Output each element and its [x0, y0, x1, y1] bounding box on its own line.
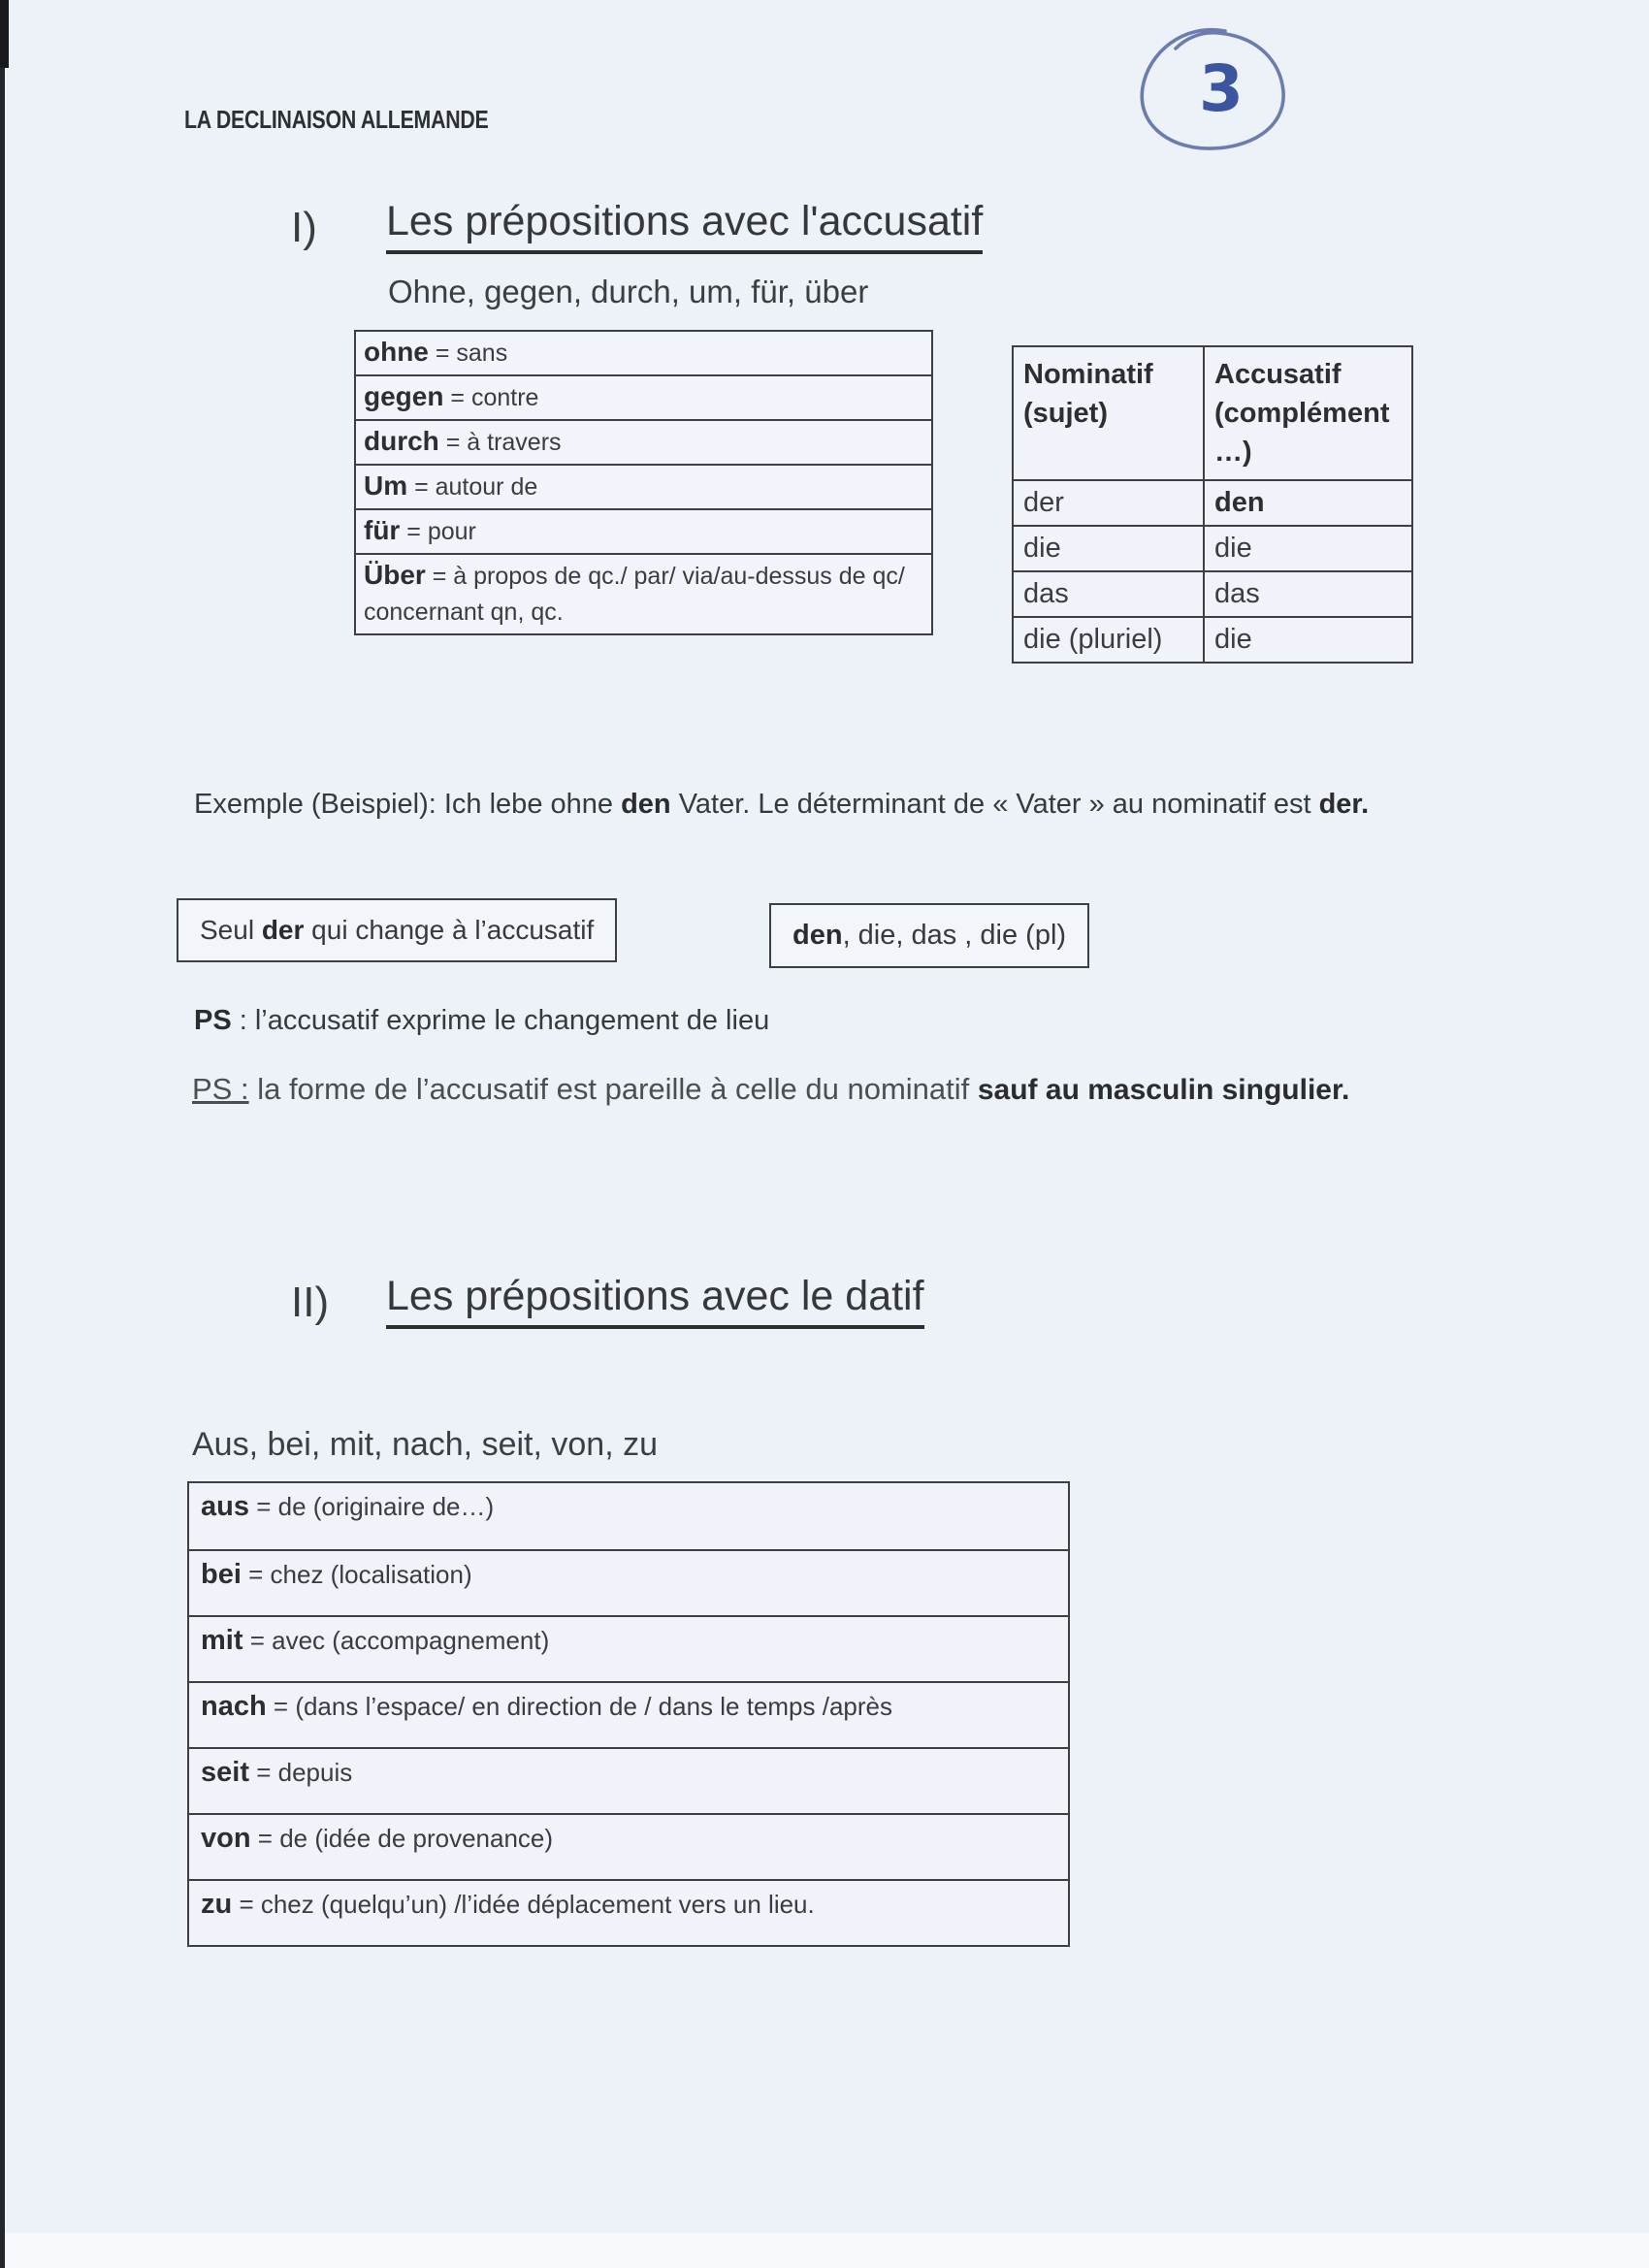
example-text: Vater. Le déterminant de « Vater » au nominatif est [670, 789, 1319, 820]
table-row [356, 374, 931, 419]
table-row [356, 419, 931, 464]
preposition-word: aus [201, 1491, 249, 1522]
preposition-word: mit [201, 1625, 243, 1656]
preposition-word: Über [364, 560, 426, 590]
column-header-nominatif: Nominatif (sujet) [1023, 359, 1153, 429]
preposition-word: gegen [364, 381, 444, 411]
preposition-meaning: = chez (quelqu’un) /l’idée déplacement vers un lieu. [232, 1890, 815, 1919]
table-cell: das [1203, 570, 1411, 616]
ps1-text: : l’accusatif exprime le changement de lieu [231, 1005, 770, 1036]
handwritten-page-number-circle [1125, 19, 1319, 160]
preposition-meaning: = à propos de qc./ par/ via/au-dessus de qc/ concernant qn, qc. [364, 563, 905, 626]
table-row [189, 1747, 1068, 1813]
table-cell: die [1203, 616, 1411, 662]
section1-numeral: I) [291, 204, 317, 251]
table-cell: die (pluriel) [1014, 616, 1203, 662]
preposition-word: für [364, 515, 401, 545]
table-cell: der [1014, 479, 1203, 525]
ps1-label: PS [194, 1005, 232, 1036]
column-header-accusatif: Accusatif (complément …) [1203, 347, 1411, 479]
section2-numeral: II) [291, 1279, 330, 1326]
note-bold-den: den [792, 920, 843, 951]
note-box-der-change [177, 898, 617, 962]
note-text: qui change à l’accusatif [304, 915, 595, 945]
scan-bottom-band [5, 2233, 1649, 2268]
preposition-word: bei [201, 1559, 242, 1590]
note-text: , die, das , die (pl) [842, 920, 1067, 951]
preposition-word: ohne [364, 337, 429, 367]
table-row [356, 553, 931, 633]
preposition-meaning: = pour [400, 518, 476, 545]
note-bold-der: der [261, 915, 305, 945]
preposition-word: zu [201, 1889, 233, 1920]
example-bold-den: den [621, 789, 671, 820]
note-text: Seul [200, 915, 262, 945]
preposition-word: seit [201, 1757, 249, 1788]
document-title: LA DECLINAISON ALLEMANDE [184, 105, 489, 134]
table-cell: den [1203, 479, 1411, 525]
table-row [189, 1681, 1068, 1747]
preposition-word: durch [364, 426, 439, 456]
section1-title: Les prépositions avec l'accusatif [386, 198, 983, 254]
table-cell: die [1203, 525, 1411, 570]
preposition-meaning: = chez (localisation) [241, 1560, 472, 1589]
ps2-bold-text: sauf au masculin singulier. [977, 1074, 1350, 1106]
ps-note-2 [192, 1067, 1371, 1113]
preposition-meaning: = de (idée de provenance) [250, 1824, 554, 1853]
preposition-meaning: = autour de [407, 473, 538, 501]
preposition-meaning: = (dans l’espace/ en direction de / dans le temps /après [266, 1692, 893, 1721]
table-row [189, 1549, 1068, 1615]
preposition-word: nach [201, 1691, 267, 1722]
section2-subtitle: Aus, bei, mit, nach, seit, von, zu [192, 1426, 659, 1463]
preposition-meaning: = sans [428, 340, 508, 367]
note-box-articles-list [769, 903, 1089, 968]
ps2-label: PS : [192, 1072, 249, 1106]
table-cell: die [1014, 525, 1203, 570]
preposition-word: von [201, 1823, 251, 1854]
preposition-meaning: = depuis [248, 1758, 353, 1787]
scan-edge-left [0, 0, 5, 2268]
table-row [356, 332, 931, 374]
section2-title: Les prépositions avec le datif [386, 1273, 924, 1329]
table-row [356, 464, 931, 508]
table-row [356, 508, 931, 553]
table-cell: das [1014, 570, 1203, 616]
scan-edge-corner [0, 0, 9, 68]
example-bold-der: der. [1318, 789, 1370, 820]
accusative-prepositions-table [354, 330, 933, 635]
preposition-meaning: = à travers [438, 429, 562, 456]
example-text: Exemple (Beispiel): Ich lebe ohne [194, 789, 622, 820]
ps-note-1 [194, 1005, 769, 1037]
section1-subtitle: Ohne, gegen, durch, um, für, über [388, 274, 869, 309]
table-row [189, 1615, 1068, 1681]
ps2-text: la forme de l’accusatif est pareille à celle du nominatif [248, 1072, 978, 1106]
table-row [189, 1483, 1068, 1549]
case-comparison-table [1012, 345, 1413, 664]
table-row [189, 1879, 1068, 1945]
preposition-word: Um [364, 470, 408, 501]
preposition-meaning: = avec (accompagnement) [242, 1626, 550, 1655]
preposition-meaning: = de (originaire de…) [248, 1492, 495, 1521]
preposition-meaning: = contre [443, 384, 539, 411]
dative-prepositions-table [187, 1481, 1070, 1947]
table-row [189, 1813, 1068, 1879]
example-paragraph [194, 784, 1455, 826]
handwritten-digit: 3 [1199, 51, 1244, 126]
